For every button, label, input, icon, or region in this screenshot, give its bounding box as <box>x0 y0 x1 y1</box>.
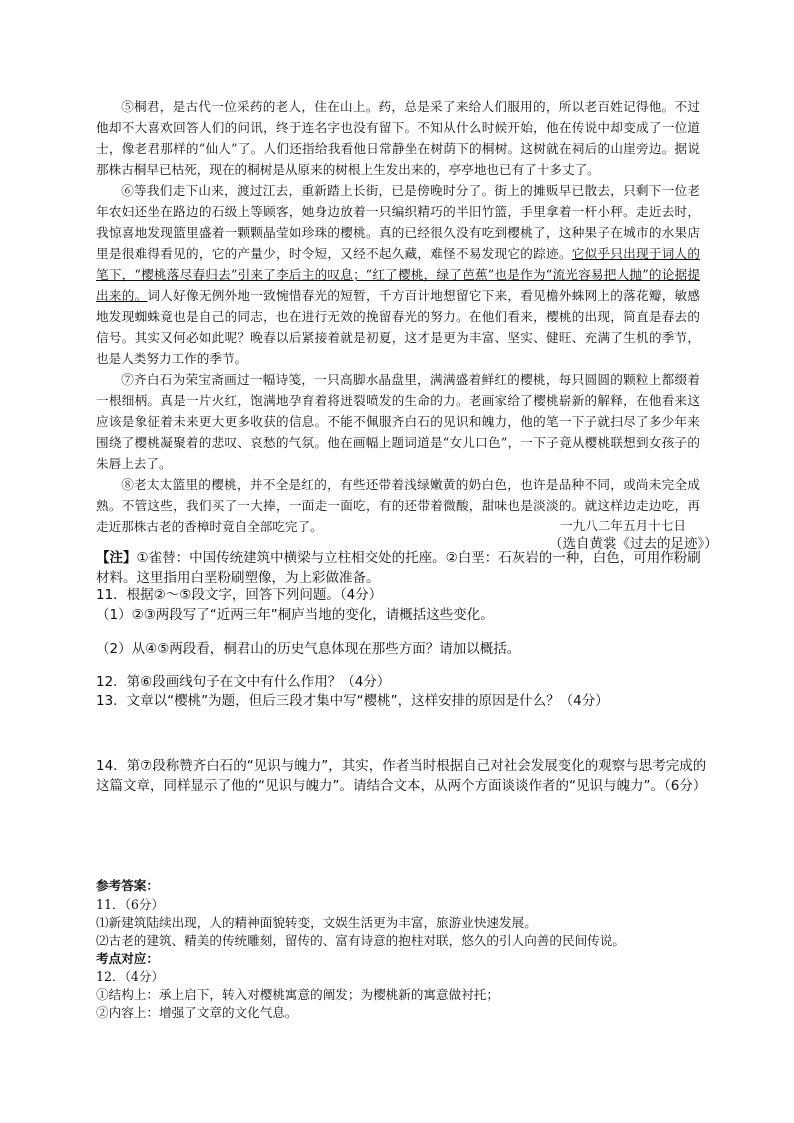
passage-body <box>96 96 700 537</box>
paragraph-7: ⑦齐白石为荣宝斋画过一幅诗笺，一只高脚水晶盘里，满满盛着鲜红的樱桃，每只圆圆的颗粒上都缀着一根细柄。真是一片火红，饱满地孕育着将迸裂喷发的生命的力。老画家给了樱桃崭新的解释，在他看来这应该是象征着未来更大更多收获的信息。不能不佩服齐白石的见识和魄力，他的笔一下子就扫尽了多少年来围绕了樱桃凝聚着的悲叹、哀愁的气氛。他在画幅上题词道是“女儿口色”，一下子竟从樱桃联想到女孩子的朱唇上去了。 <box>96 372 700 471</box>
paragraph-6-text-a: ⑥等我们走下山来，渡过江去，重新踏上长街，已是傍晚时分了。街上的摊贩早已散去，只剩下一位老年农妇还坐在路边的石级上等顾客，她身边放着一只编织精巧的半旧竹篮，手里拿着一杆小秤。走近去时，我惊喜地发现篮里盛着一颗颗晶莹如珍珠的樱桃。真的已经很久没有吃到樱桃了，这种果子在城市的水果店里是很难得看见的，它的产量少，时令短，又经不起久藏，难怪不易发现它的踪迹。 <box>96 183 700 261</box>
annotation-note <box>96 549 706 588</box>
question-11-part-2: （2）从④⑤两段看，桐君山的历史气息体现在那些方面？请加以概括。 <box>96 641 521 657</box>
paragraph-6-text-b: 词人好像无例外地一致惋惜春光的短暂，千方百计地想留它下来，看见檐外蛛网上的落花瓣，敏感地发现蜘蛛竟也是自己的同志，也在进行无效的挽留春光的努力。在他们看来，樱桃的出现，简直是春去的信号。其实又何必如此呢？晚春以后紧接着就是初夏，这才是更为丰富、坚实、健旺、充满了生机的季节，也是人类努力工作的季节。 <box>96 288 701 366</box>
answer-12-head: 12．（4分） <box>96 969 165 984</box>
answer-heading: 参考答案： <box>96 878 159 893</box>
question-11: 11．根据②～⑤段文字，回答下列问题。（4分） <box>96 587 383 603</box>
answer-11-item-2: ⑵古老的建筑、精美的传统雕刻，留传的、富有诗意的抱柱对联，悠久的引人向善的民间传说。 <box>96 933 625 948</box>
article-date: 一九八二年五月十七日 <box>560 518 686 533</box>
question-12: 12．第⑥段画线句子在文中有什么作用？（4分） <box>96 674 391 690</box>
answer-12-item-2: ②内容上：增强了文章的文化气息。 <box>96 1005 298 1020</box>
kaodian-heading: 考点对应： <box>96 951 159 966</box>
answer-11-item-1: ⑴新建筑陆续出现，人的精神面貌转变，文娱生活更为丰富，旅游业快速发展。 <box>96 915 537 930</box>
article-source: （选自黄裳《过去的足迹》） <box>549 536 718 552</box>
paragraph-5: ⑤桐君，是古代一位采药的老人，住在山上。药，总是采了来给人们服用的，所以老百姓记得他。不过他却不大喜欢回答人们的问讯，终于连名字也没有留下。不知从什么时候开始，他在传说中却变成了一位道士，像老君那样的“仙人”了。人们还指给我看他日常静坐在树荫下的桐树。这树就在祠后的山崖旁边。据说那株古桐早已枯死，现在的桐树是从原来的树根上生发出来的，亭亭地也已有了十多丈了。 <box>96 99 700 177</box>
note-label: 【注】 <box>96 550 137 566</box>
paragraph-6 <box>96 180 700 369</box>
question-13: 13．文章以“樱桃”为题，但后三段才集中写“樱桃”，这样安排的原因是什么？（4分） <box>96 693 609 709</box>
underlined-sentence: 它似乎只出现于词人的笔下，“樱桃落尽春归去”引来了李后主的叹息；“红了樱桃，绿了芭蕉”也是作为“流光容易把人抛”的论据提出来的。 <box>96 246 701 303</box>
note-text: ①雀替：中国传统建筑中横梁与立柱相交处的托座。②白垩：石灰岩的一种，白色，可用作粉刷材料。这里指用白垩粉刷塑像，为上彩做准备。 <box>96 550 701 586</box>
paragraph-8: ⑧老太太篮里的樱桃，并不全是红的，有些还带着浅绿嫩黄的奶白色，也许是品种不同，或尚未完全成熟。不管这些，我们买了一大捧，一面走一面吃，有的还带着微酸，甜味也是淡淡的。就这样边走边吃，再走近那株古老的香樟时竟自全部吃完了。 <box>96 477 700 534</box>
answer-11-head: 11．（6分） <box>96 897 165 912</box>
question-11-part-1: （1）②③两段写了“近两三年”桐庐当地的变化，请概括这些变化。 <box>96 607 494 623</box>
question-14: 14．第⑦段称赞齐白石的“见识与魄力”，其实，作者当时根据自己对社会发展变化的观察与思考完成的这篇文章，同样显示了他的“见识与魄力”。请结合文本，从两个方面谈谈作者的“见识与魄力”。（6分） <box>96 758 707 794</box>
answer-12-item-1: ①结构上：承上启下，转入对樱桃寓意的阐发；为樱桃新的寓意做衬托； <box>96 987 499 1002</box>
